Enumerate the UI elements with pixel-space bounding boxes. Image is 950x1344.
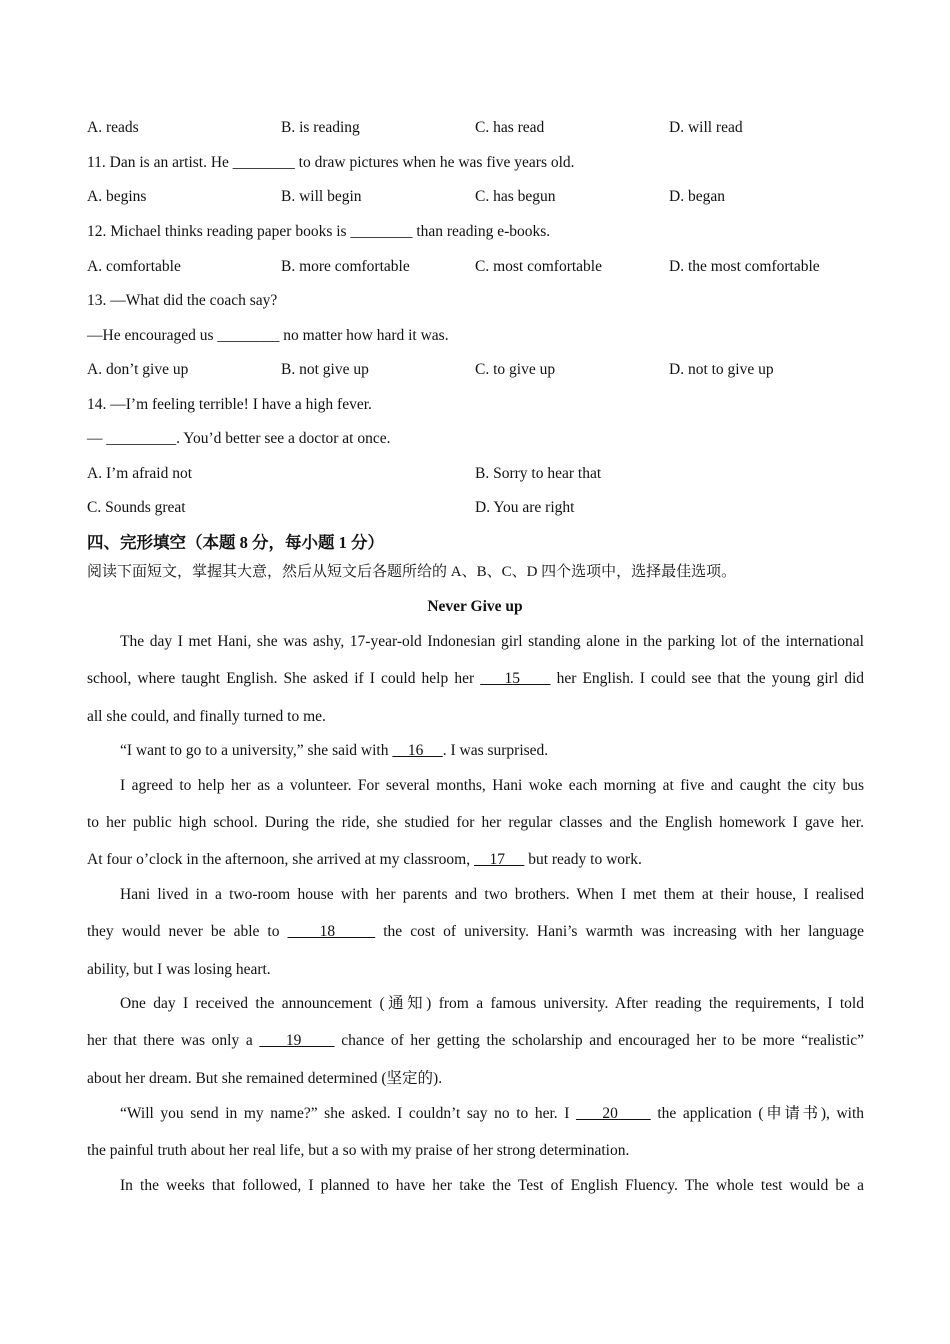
passage-paragraph-1-line-1: The day I met Hani, she was ashy, 17-year-old Indonesian girl standing alone in the parking lot of the international xyxy=(120,633,864,650)
blank-15[interactable]: 15 xyxy=(480,670,551,687)
passage-text: “I want to go to a university,” she said with xyxy=(120,742,389,759)
passage-paragraph-5-line-1: One day I received the announcement (通知) from a famous university. After reading the requirements, I told xyxy=(120,995,864,1012)
passage-paragraph-3-line-3 xyxy=(87,850,864,870)
passage-text: her that there was only a xyxy=(87,1032,253,1049)
passage-text: At four o’clock in the afternoon, she arrived at my classroom, xyxy=(87,851,471,868)
passage-text: they would never be able to xyxy=(87,923,280,940)
q11-stem: 11. Dan is an artist. He ________ to draw pictures when he was five years old. xyxy=(87,154,575,171)
q12-option-c[interactable]: C. most comfortable xyxy=(475,258,602,275)
passage-text: her English. I could see that the young girl did xyxy=(556,670,865,687)
passage-paragraph-7-line-1: In the weeks that followed, I planned to have her take the Test of English Fluency. The whole test would be a xyxy=(120,1177,864,1194)
q11-option-d[interactable]: D. began xyxy=(669,188,725,205)
passage-paragraph-1-line-2 xyxy=(87,669,864,689)
passage-paragraph-3-line-1: I agreed to help her as a volunteer. For several months, Hani woke each morning at five and caught the city bus xyxy=(120,777,864,794)
passage-paragraph-4-line-1: Hani lived in a two-room house with her parents and two brothers. When I met them at their house, I realised xyxy=(120,886,864,903)
passage-text: the cost of university. Hani’s warmth was increasing with her language xyxy=(383,923,865,940)
passage-paragraph-1-line-3: all she could, and finally turned to me. xyxy=(87,708,326,725)
q11-option-b[interactable]: B. will begin xyxy=(281,188,362,205)
q12-stem: 12. Michael thinks reading paper books is ________ than reading e-books. xyxy=(87,223,551,240)
blank-18[interactable]: 18 xyxy=(287,923,376,940)
passage-text: the application (申请书), with xyxy=(657,1105,865,1122)
q13-stem-2: —He encouraged us ________ no matter how hard it was. xyxy=(87,327,449,344)
q12-option-d[interactable]: D. the most comfortable xyxy=(669,258,820,275)
blank-16[interactable]: 16 xyxy=(392,742,443,759)
q14-option-a[interactable]: A. I’m afraid not xyxy=(87,465,193,482)
blank-20[interactable]: 20 xyxy=(576,1105,651,1122)
q13-option-b[interactable]: B. not give up xyxy=(281,361,369,378)
passage-paragraph-4-line-3: ability, but I was losing heart. xyxy=(87,961,271,978)
q12-option-b[interactable]: B. more comfortable xyxy=(281,258,410,275)
passage-paragraph-6-line-1 xyxy=(87,1104,864,1124)
passage-paragraph-6-line-2: the painful truth about her real life, but a so with my praise of her strong determination. xyxy=(87,1142,630,1159)
passage-paragraph-3-line-2: to her public high school. During the ride, she studied for her regular classes and the English homework I gave her. xyxy=(87,814,864,831)
passage-title: Never Give up xyxy=(427,598,523,615)
section-instruction: 阅读下面短文，掌握其大意，然后从短文后各题所给的 A、B、C、D 四个选项中，选择最佳选项。 xyxy=(87,564,737,580)
q14-option-b[interactable]: B. Sorry to hear that xyxy=(475,465,602,482)
passage-text: “Will you send in my name?” she asked. I couldn’t say no to her. I xyxy=(120,1105,570,1122)
q13-option-c[interactable]: C. to give up xyxy=(475,361,556,378)
q11-option-c[interactable]: C. has begun xyxy=(475,188,556,205)
section-heading: 四、完形填空（本题 8 分，每小题 1 分） xyxy=(87,533,384,552)
q14-option-c[interactable]: C. Sounds great xyxy=(87,499,186,516)
q14-stem-2: — _________. You’d better see a doctor at once. xyxy=(87,430,391,447)
q14-option-d[interactable]: D. You are right xyxy=(475,499,575,516)
q11-option-a[interactable]: A. begins xyxy=(87,188,147,205)
q13-option-d[interactable]: D. not to give up xyxy=(669,361,774,378)
blank-17[interactable]: 17 xyxy=(473,851,525,868)
passage-paragraph-4-line-2 xyxy=(87,922,864,942)
q13-option-a[interactable]: A. don’t give up xyxy=(87,361,189,378)
passage-text: school, where taught English. She asked if I could help her xyxy=(87,670,475,687)
q13-stem-1: 13. —What did the coach say? xyxy=(87,292,278,309)
passage-text: . I was surprised. xyxy=(442,742,549,759)
passage-paragraph-2 xyxy=(87,741,864,761)
q14-stem-1: 14. —I’m feeling terrible! I have a high fever. xyxy=(87,396,372,413)
q10-option-a[interactable]: A. reads xyxy=(87,119,139,136)
blank-19[interactable]: 19 xyxy=(259,1032,335,1049)
q10-option-b[interactable]: B. is reading xyxy=(281,119,360,136)
passage-paragraph-5-line-2 xyxy=(87,1031,864,1051)
passage-text: chance of her getting the scholarship and encouraged her to be more “realistic” xyxy=(341,1032,865,1049)
passage-paragraph-5-line-3: about her dream. But she remained determined (坚定的). xyxy=(87,1070,443,1087)
passage-text: but ready to work. xyxy=(528,851,642,868)
q12-option-a[interactable]: A. comfortable xyxy=(87,258,181,275)
q10-option-c[interactable]: C. has read xyxy=(475,119,545,136)
q10-option-d[interactable]: D. will read xyxy=(669,119,743,136)
